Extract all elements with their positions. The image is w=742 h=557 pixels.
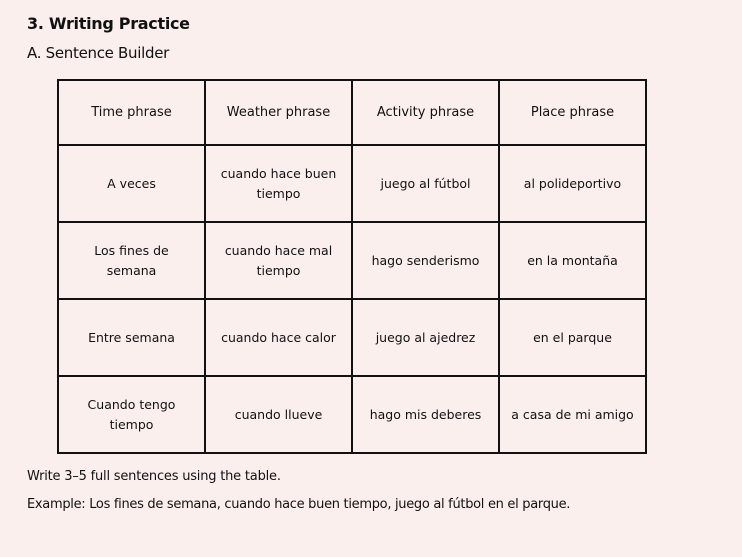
- table-cell: a casa de mi amigo: [499, 376, 646, 453]
- table-cell: A veces: [58, 145, 205, 222]
- table-cell: juego al ajedrez: [352, 299, 499, 376]
- table-cell: Entre semana: [58, 299, 205, 376]
- header-cell: Place phrase: [499, 80, 646, 145]
- table-cell: al polideportivo: [499, 145, 646, 222]
- section-subheading: A. Sentence Builder: [27, 44, 170, 62]
- sentence-builder-table: [57, 79, 647, 454]
- table-row: [58, 376, 646, 453]
- example-sentence: Example: Los fines de semana, cuando hace buen tiempo, juego al fútbol en el parque.: [27, 497, 571, 512]
- table-cell: Cuando tengo tiempo: [58, 376, 205, 453]
- table-cell: cuando hace mal tiempo: [205, 222, 352, 299]
- table-cell: cuando hace buen tiempo: [205, 145, 352, 222]
- table-header-row: [58, 80, 646, 145]
- section-heading: 3. Writing Practice: [27, 14, 190, 33]
- table-row: [58, 299, 646, 376]
- table-row: [58, 222, 646, 299]
- table-cell: en el parque: [499, 299, 646, 376]
- table-row: [58, 145, 646, 222]
- header-cell: Weather phrase: [205, 80, 352, 145]
- header-cell: Time phrase: [58, 80, 205, 145]
- table-cell: cuando llueve: [205, 376, 352, 453]
- header-cell: Activity phrase: [352, 80, 499, 145]
- table-cell: cuando hace calor: [205, 299, 352, 376]
- table-cell: juego al fútbol: [352, 145, 499, 222]
- instruction-text: Write 3–5 full sentences using the table.: [27, 469, 281, 484]
- table-cell: en la montaña: [499, 222, 646, 299]
- table-cell: hago senderismo: [352, 222, 499, 299]
- table-cell: hago mis deberes: [352, 376, 499, 453]
- table-cell: Los fines de semana: [58, 222, 205, 299]
